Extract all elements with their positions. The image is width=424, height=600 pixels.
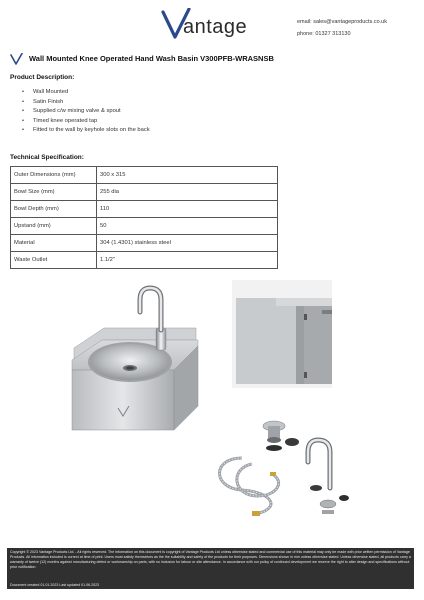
vantage-v-small-icon	[10, 53, 23, 65]
spec-label: Bowl Size (mm)	[11, 184, 97, 201]
basin-side-view-image	[232, 280, 332, 388]
spec-label: Material	[11, 235, 97, 252]
table-row	[11, 167, 278, 184]
table-row	[11, 184, 278, 201]
spec-value: 300 x 315	[97, 167, 278, 184]
spec-heading: Technical Specification:	[10, 154, 84, 161]
spec-label: Upstand (mm)	[11, 218, 97, 235]
list-item: • Wall Mounted	[22, 88, 150, 98]
table-row	[11, 218, 278, 235]
spec-table	[10, 166, 278, 269]
list-item: • Supplied c/w mixing valve & spout	[22, 107, 150, 117]
contact-email[interactable]: email: sales@vantageproducts.co.uk	[297, 19, 387, 25]
table-row	[11, 201, 278, 218]
table-row	[11, 252, 278, 269]
vantage-logo	[161, 8, 267, 40]
list-item: • Timed knee operated tap	[22, 117, 150, 127]
contact-phone[interactable]: phone: 01327 313130	[297, 31, 351, 37]
contact-info	[297, 16, 387, 40]
legal-footer	[7, 548, 414, 589]
spec-label: Outer Dimensions (mm)	[11, 167, 97, 184]
list-item: • Fitted to the wall by keyhole slots on the back	[22, 126, 150, 136]
brand-wordmark: antage	[183, 16, 248, 38]
spec-value: 110	[97, 201, 278, 218]
table-row	[11, 235, 278, 252]
spec-value: 50	[97, 218, 278, 235]
product-title: Wall Mounted Knee Operated Hand Wash Basin V300PFB-WRASNSB	[29, 54, 274, 63]
basin-parts-image	[212, 418, 362, 518]
product-title-row	[10, 53, 414, 65]
document-dates: Document created 01.01.2023 Last updated 01.06.2023	[10, 583, 100, 587]
spec-value: 255 dia	[97, 184, 278, 201]
description-heading: Product Description:	[10, 74, 75, 81]
description-list	[22, 88, 150, 136]
copyright-notice: Copyright © 2023 Vantage Products Ltd. - All rights reserved. The information on this document is copyright of Vantage Products Ltd unless otherwise stated and commercial use of this material may only be made with prior written permission of Vantage Products. All information included is correct at time of print. Users must satisfy themselves as the the suitability and safety of the products for their purposes. Dimensions shown in mm unless otherwise stated. Unless otherwise stated, all products carry a warranty of twelve (12) months against manufacturing defect or workmanship on parts, with no inclusion for labour or site attendance. In accordance with our policy of continued development we reserve the right to alter design and specifications without prior notification.	[10, 550, 411, 569]
spec-value: 304 (1.4301) stainless steel	[97, 235, 278, 252]
spec-label: Waste Outlet	[11, 252, 97, 269]
spec-label: Bowl Depth (mm)	[11, 201, 97, 218]
list-item: • Satin Finish	[22, 98, 150, 108]
spec-value: 1.1/2"	[97, 252, 278, 269]
basin-product-image	[66, 282, 202, 432]
